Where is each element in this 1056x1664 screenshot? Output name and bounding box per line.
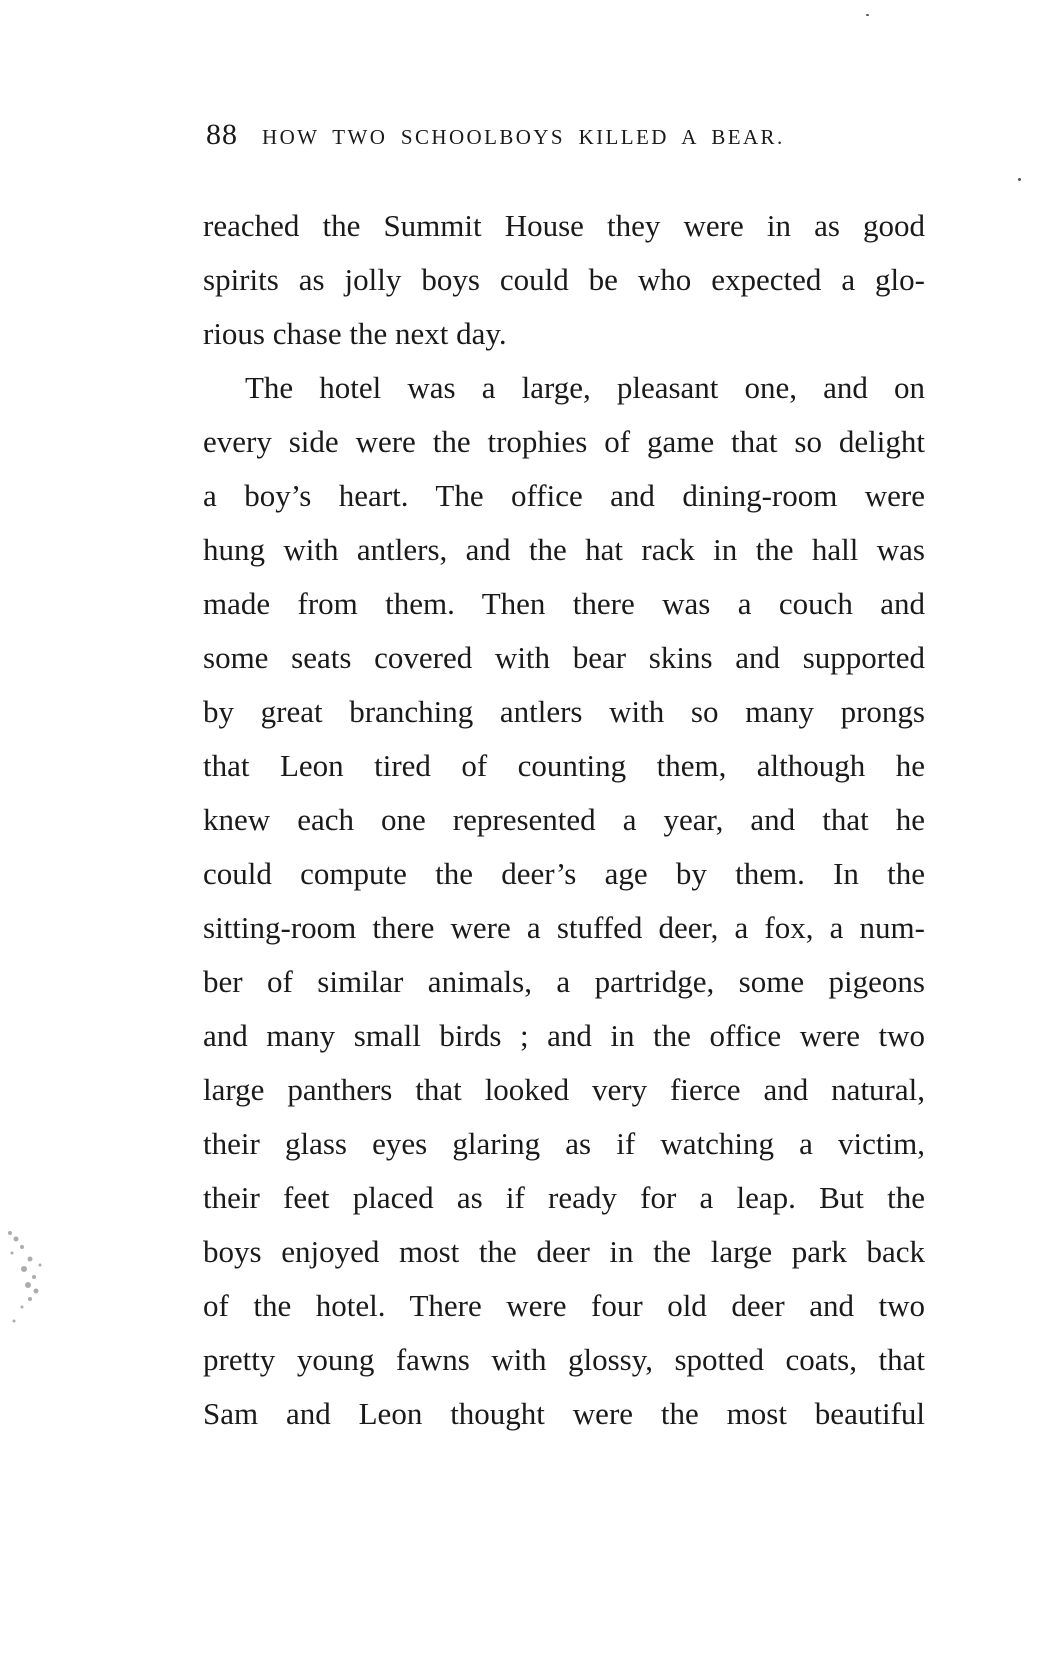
running-title: HOW TWO SCHOOLBOYS KILLED A BEAR.: [262, 125, 785, 149]
text-line: made from them. Then there was a couch and: [203, 586, 925, 621]
text-line: of the hotel. There were four old deer and two: [203, 1288, 925, 1323]
text-line: some seats covered with bear skins and supported: [203, 640, 925, 675]
page-number: 88: [206, 118, 238, 151]
text-line: could compute the deer’s age by them. In the: [203, 856, 925, 891]
text-line: The hotel was a large, pleasant one, and on: [245, 370, 925, 405]
text-line: knew each one represented a year, and that he: [203, 802, 925, 837]
text-line: pretty young fawns with glossy, spotted coats, that: [203, 1342, 925, 1377]
text-line: reached the Summit House they were in as good: [203, 208, 925, 243]
text-line: by great branching antlers with so many prongs: [203, 694, 925, 729]
text-line: spirits as jolly boys could be who expected a glo-: [203, 262, 925, 297]
text-line: Sam and Leon thought were the most beautiful: [203, 1396, 925, 1431]
text-line: boys enjoyed most the deer in the large park back: [203, 1234, 925, 1269]
text-line: large panthers that looked very fierce and natural,: [203, 1072, 925, 1107]
scan-speck: [1018, 178, 1021, 181]
text-line: every side were the trophies of game that so delight: [203, 424, 925, 459]
text-line: hung with antlers, and the hat rack in the hall was: [203, 532, 925, 567]
text-line: sitting-room there were a stuffed deer, a fox, a num-: [203, 910, 925, 945]
text-line: and many small birds ; and in the office were two: [203, 1018, 925, 1053]
text-line: ber of similar animals, a partridge, some pigeons: [203, 964, 925, 999]
text-line: a boy’s heart. The office and dining-room were: [203, 478, 925, 513]
text-line: their glass eyes glaring as if watching a victim,: [203, 1126, 925, 1161]
text-line: that Leon tired of counting them, although he: [203, 748, 925, 783]
scan-speck: [866, 14, 869, 16]
margin-smudge: [0, 1225, 60, 1335]
text-line: their feet placed as if ready for a leap. But the: [203, 1180, 925, 1215]
running-head: [206, 118, 866, 158]
text-line: rious chase the next day.: [203, 316, 507, 351]
body-text: [203, 199, 925, 1441]
